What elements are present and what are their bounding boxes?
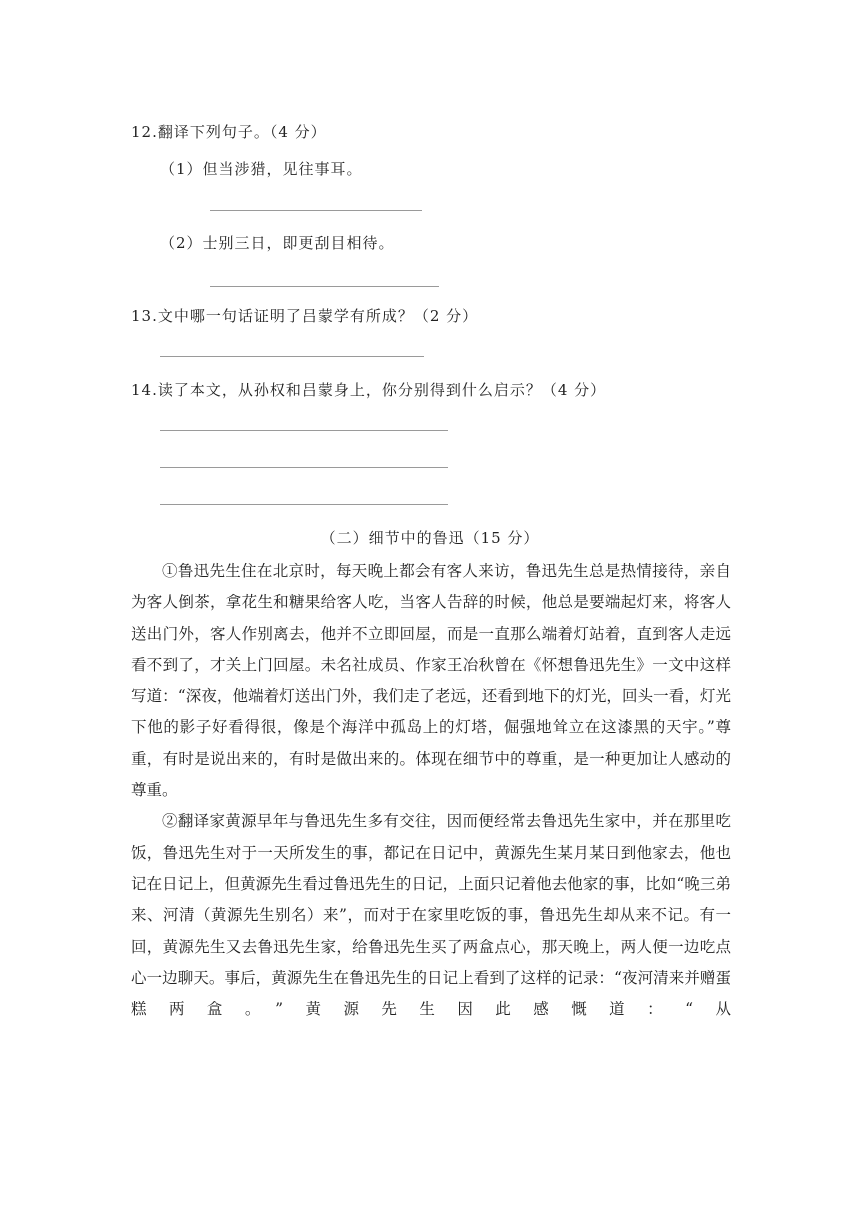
paragraph-1: ①鲁迅先生住在北京时，每天晚上都会有客人来访，鲁迅先生总是热情接待，亲自为客人倒茶，拿花生和糖果给客人吃，当客人告辞的时候，他总是要端起灯来，将客人送出门外，客人作别离去，他并不立即回屋，而是一直那么端着灯站着，直到客人走远看不到了，才关上门回屋。未名社成员、作家王冶秋曾在《怀想鲁迅先生》一文中这样写道：“深夜，他端着灯送出门外，我们走了老远，还看到地下的灯光，回头一看，灯光下他的影子好看得很，像是个海洋中孤岛上的灯塔，倔强地耸立在这漆黑的天宇。”尊重，有时是说出来的，有时是做出来的。体现在细节中的尊重，是一种更加让人感动的尊重。	[131, 562, 731, 800]
reading-passage	[131, 556, 731, 1025]
answer-blank-14-1	[160, 430, 448, 431]
answer-blank-12-2	[210, 286, 439, 287]
question-14-title: 14.读了本文，从孙权和吕蒙身上，你分别得到什么启示？（4 分）	[131, 381, 607, 399]
paragraph-2: ②翻译家黄源早年与鲁迅先生多有交往，因而便经常去鲁迅先生家中，并在那里吃饭，鲁迅先生对于一天所发生的事，都记在日记中，黄源先生某月某日到他家去，他也记在日记上，但黄源先生看过鲁迅先生的日记，上面只记着他去他家的事，比如“晚三弟来、河清（黄源先生别名）来”，而对于在家里吃饭的事，鲁迅先生却从来不记。有一回，黄源先生又去鲁迅先生家，给鲁迅先生买了两盒点心，那天晚上，两人便一边吃点心一边聊天。事后，黄源先生在鲁迅先生的日记上看到了这样的记录：“夜河清来并赠蛋糕两盒。”黄源先生因此感慨道：“从	[131, 812, 731, 1019]
question-12-title: 12.翻译下列句子。（4 分）	[131, 123, 327, 141]
section-title: （二）细节中的鲁迅（15 分）	[320, 529, 540, 547]
answer-blank-12-1	[210, 210, 422, 211]
question-12-item-1: （1）但当涉猎，见往事耳。	[160, 160, 363, 178]
answer-blank-13	[160, 356, 424, 357]
answer-blank-14-2	[160, 467, 448, 468]
question-12-item-2: （2）士别三日，即更刮目相待。	[160, 234, 395, 252]
answer-blank-14-3	[160, 504, 448, 505]
question-13-title: 13.文中哪一句话证明了吕蒙学有所成？（2 分）	[131, 307, 479, 325]
